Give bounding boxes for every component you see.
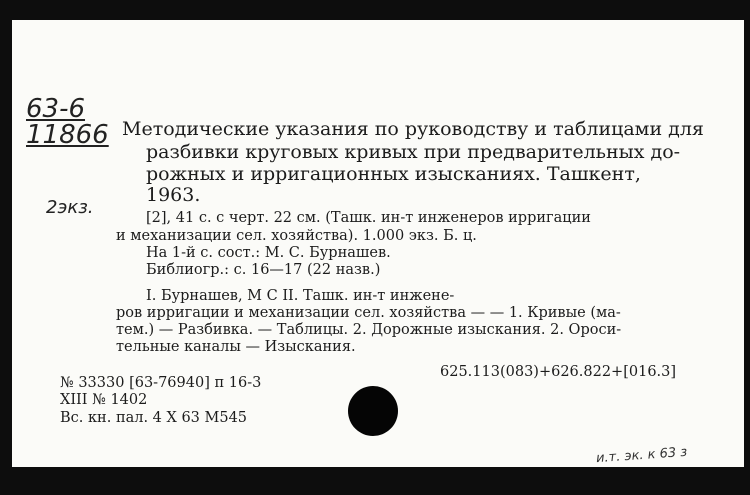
card-border-right xyxy=(744,0,750,495)
description-line: [2], 41 с. с черт. 22 см. (Ташк. ин-т инженеров ирригации xyxy=(146,210,591,226)
description-line: Библиогр.: с. 16—17 (22 назв.) xyxy=(146,262,381,278)
punch-hole xyxy=(348,386,398,436)
tracing-line: тем.) — Разбивка. — Таблицы. 2. Дорожные изыскания. 2. Ороси- xyxy=(116,322,622,338)
footer-line: XIII № 1402 xyxy=(60,392,148,408)
title-line: разбивки круговых кривых при предварительных до- xyxy=(146,141,681,163)
tracing-line: ров ирригации и механизации сел. хозяйства — — 1. Кривые (ма- xyxy=(116,305,621,321)
description-line: и механизации сел. хозяйства). 1.000 экз. Б. ц. xyxy=(116,228,477,244)
shelfmark-top: 63-6 xyxy=(26,94,86,124)
handwritten-corner-note: и.т. эк. к 63 з xyxy=(595,444,688,467)
tracing-line: тельные каналы — Изыскания. xyxy=(116,339,356,355)
tracing-line: I. Бурнашев, М С II. Ташк. ин-т инжене- xyxy=(146,288,455,304)
card-border-bottom xyxy=(0,467,750,495)
card-border-top xyxy=(0,0,750,20)
classification-index: 625.113(083)+626.822+[016.3] xyxy=(440,364,677,380)
footer-line: № 33330 [63-76940] п 16-3 xyxy=(60,375,262,391)
shelfmark-bottom: 11866 xyxy=(26,120,109,150)
copies-note: 2экз. xyxy=(46,197,94,218)
description-line: На 1-й с. сост.: М. С. Бурнашев. xyxy=(146,245,391,261)
title-line: рожных и ирригационных изысканиях. Ташкент, xyxy=(146,163,641,185)
card-border-left xyxy=(0,0,12,495)
footer-line: Вс. кн. пал. 4 X 63 М545 xyxy=(60,410,248,426)
title-line: Методические указания по руководству и таблицами для xyxy=(122,118,704,140)
title-line: 1963. xyxy=(146,184,201,206)
shelfmark xyxy=(26,96,109,148)
